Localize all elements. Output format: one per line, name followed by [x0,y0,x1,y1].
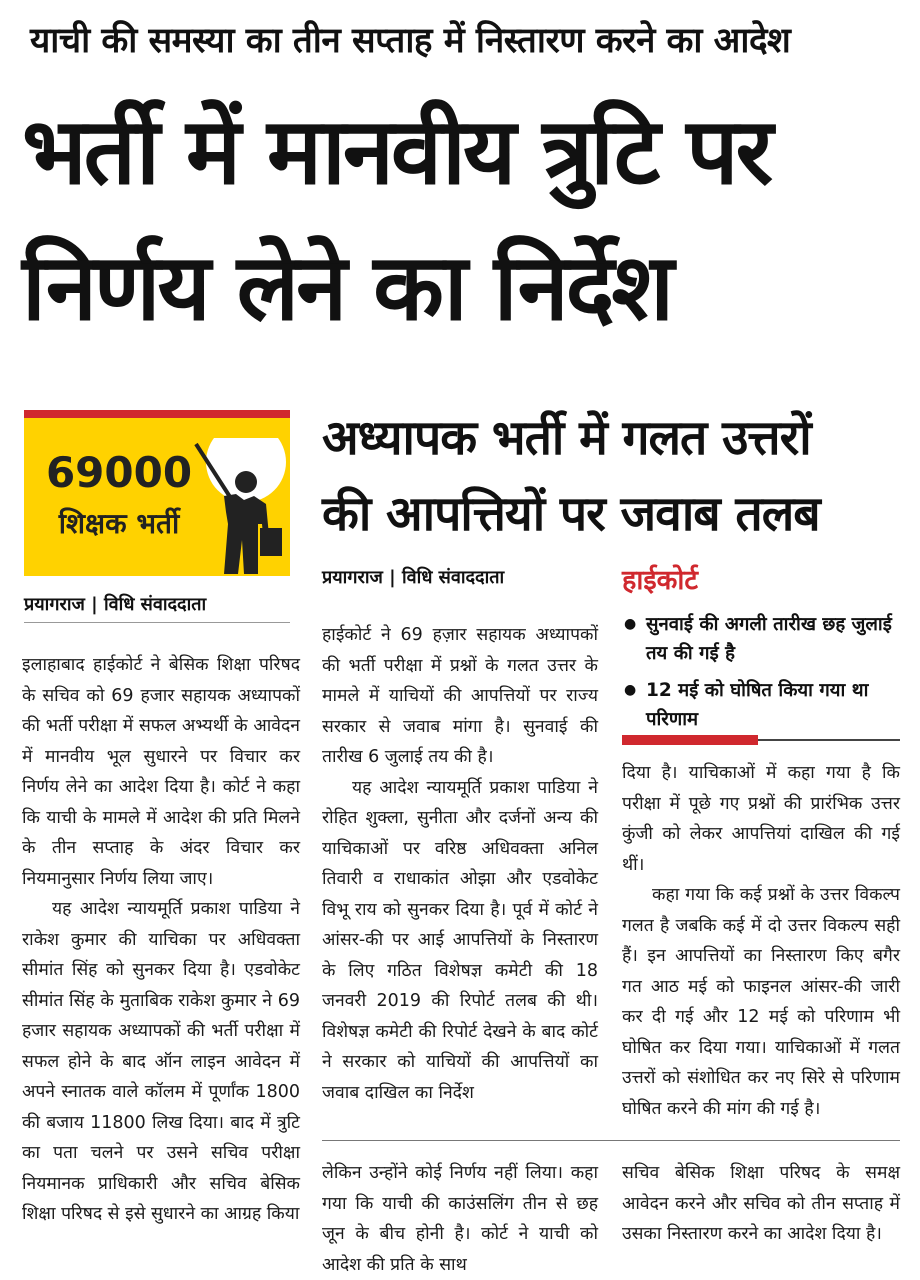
highcourt-tag: हाईकोर्ट [622,565,698,596]
story1-continuation-right [622,1158,900,1276]
highlight-bullet: ● 12 मई को घोषित किया गया था परिणाम [622,676,900,734]
byline-separator: | [389,567,402,588]
story2-byline-city: प्रयागराज [322,567,383,588]
recruitment-promo-box [24,418,290,576]
story2-headline [322,400,902,552]
promo-number: 69000 [45,448,193,497]
story1-paragraph: इलाहाबाद हाईकोर्ट ने बेसिक शिक्षा परिषद के सचिव को 69 हजार सहायक अध्यापकों की भर्ती परीक्षा में सफल अभ्यर्थी के आवेदन में मानवीय भूल सुधारने पर विचार कर निर्णय लेने का आदेश दिया है। कोर्ट ने कहा कि याची के मामले में आदेश की प्रति मिलने के तीन सप्ताह के अंदर विचार कर नियमानुसार निर्णय लिया जाए। [22,655,300,889]
sidebar-gray-rule [758,739,900,741]
story2-body [322,620,598,1130]
story1-byline-rule [24,622,290,623]
highlight-bullet: ● सुनवाई की अगली तारीख छह जुलाई तय की गई है [622,610,900,668]
byline-separator: | [91,594,104,615]
story2-headline-line-2: की आपत्तियों पर जवाब तलब [322,486,820,542]
main-headline-line-1: भर्ती में मानवीय त्रुटि पर [22,98,771,205]
section-divider [322,1140,900,1141]
story2-paragraph: यह आदेश न्यायमूर्ति प्रकाश पाडिया ने रोहित शुक्ला, सुनीता और दर्जनों अन्य की याचिकाओं पर वरिष्ठ अधिवक्ता अनिल तिवारी व राधाकांत ओझा और एडवोकेट विभू राय को सुनकर दिया है। पूर्व में कोर्ट ने आंसर-की पर आई आपत्तियों के निस्तारण के लिए गठित विशेषज्ञ कमेटी की 18 जनवरी 2019 की रिपोर्ट तलब की थी। विशेषज्ञ कमेटी की रिपोर्ट देखने के बाद कोर्ट ने सरकार को याचियों की आपत्तियों का जवाब दाखिल का निर्देश [322,777,598,1103]
story1-paragraph: सचिव बेसिक शिक्षा परिषद के समक्ष आवेदन करने और सचिव को तीन सप्ताह में उसका निस्तारण करने का आदेश दिया है। [622,1163,900,1244]
story1-body [22,650,300,1270]
promo-top-bar [24,410,290,418]
highlight-bullets [622,610,900,742]
story1-paragraph: लेकिन उन्होंने कोई निर्णय नहीं लिया। कहा गया कि याची की काउंसलिंग तीन से छह जून के बीच होनी है। कोर्ट ने याची को आदेश की प्रति के साथ [322,1163,598,1275]
sidebar-red-rule [622,735,758,745]
story2-paragraph: दिया है। याचिकाओं में कहा गया है कि परीक्षा में पूछे गए प्रश्नों की प्रारंभिक उत्तर कुंजी को लेकर आपत्तियां दाखिल की गई थीं। [622,763,900,875]
story1-byline-author: विधि संवाददाता [103,594,207,615]
teacher-pointer-silhouette-icon [194,438,286,576]
story2-body-continued [622,758,900,1130]
story1-paragraph: यह आदेश न्यायमूर्ति प्रकाश पाडिया ने राकेश कुमार की याचिका पर अधिवक्ता सीमांत सिंह को सुनकर दिया है। एडवोकेट सीमांत सिंह के मुताबिक राकेश कुमार ने 69 हजार सहायक अध्यापकों की भर्ती परीक्षा में सफल होने के बाद ऑन लाइन आवेदन में अपने स्नातक वाले कॉलम में पूर्णांक 1800 की बजाय 11800 लिख दिया। बाद में त्रुटि का पता चलने पर उसने सचिव परीक्षा नियमानक प्राधिकारी और सचिव बेसिक शिक्षा परिषद से इसे सुधारने का आग्रह किया [22,899,300,1224]
story2-paragraph: कहा गया कि कई प्रश्नों के उत्तर विकल्प गलत है जबकि कई में दो उत्तर विकल्प सही हैं। इन आपत्तियों का निस्तारण किए बगैर गत आठ मई को फाइनल आंसर-की जारी कर दी गई और 12 मई को परिणाम भी घोषित कर दिया गया। याचिकाओं में गलत उत्तरों को संशोधित कर नए सिरे से परिणाम घोषित करने की मांग की गई है। [622,885,900,1119]
main-headline-line-2: निर्णय लेने का निर्देश [22,234,672,341]
story1-byline [24,592,206,616]
story1-continuation-mid [322,1158,598,1276]
story2-headline-line-1: अध्यापक भर्ती में गलत उत्तरों [322,410,811,466]
story2-paragraph: हाईकोर्ट ने 69 हज़ार सहायक अध्यापकों की भर्ती परीक्षा में प्रश्नों के गलत उत्तर के मामले में याचियों की आपत्तियों पर राज्य सरकार से जवाब मांगा है। सुनवाई की तारीख 6 जुलाई तय की है। [322,625,598,767]
promo-label: शिक्षक भर्ती [58,507,180,540]
kicker-headline: याची की समस्या का तीन सप्ताह में निस्तारण करने का आदेश [30,21,791,61]
story2-byline [322,565,504,589]
story2-byline-author: विधि संवाददाता [401,567,505,588]
story1-byline-city: प्रयागराज [24,594,85,615]
